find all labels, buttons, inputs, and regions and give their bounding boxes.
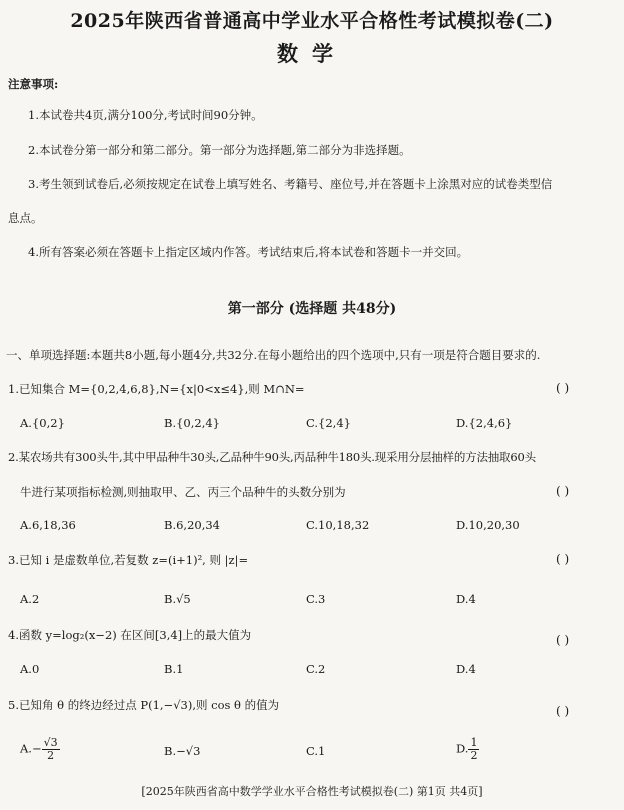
q4-stem: 4.函数 y=log₂(x−2) 在区间[3,4]上的最大值为 (8, 628, 252, 642)
q4-option-c: C.2 (306, 662, 326, 676)
q3-option-b: B.√5 (164, 592, 191, 606)
q5-option-a-denominator: 2 (47, 749, 55, 762)
subject-title: 数学 (277, 41, 347, 66)
q5-option-d-prefix: D. (456, 741, 469, 756)
q5-option-a (20, 737, 60, 762)
q5-option-b: B.−√3 (164, 744, 201, 758)
q2-option-d: D.10,20,30 (456, 518, 520, 532)
q1-option-b: B.{0,2,4} (164, 416, 221, 430)
q5-answer-paren: ( ) (556, 704, 570, 718)
q2-option-c: C.10,18,32 (306, 518, 370, 532)
notice-item-1: 1.本试卷共4页,满分100分,考试时间90分钟。 (28, 108, 263, 122)
q5-option-d-numerator: 1 (470, 736, 478, 749)
q1-option-d: D.{2,4,6} (456, 416, 513, 430)
q3-answer-paren: ( ) (556, 552, 570, 566)
q5-option-a-prefix: A.− (20, 741, 42, 756)
q4-option-a: A.0 (20, 662, 40, 676)
q1-option-a: A.{0,2} (20, 416, 65, 430)
q1-answer-paren: ( ) (556, 381, 570, 395)
q5-stem: 5.已知角 θ 的终边经过点 P(1,−√3),则 cos θ 的值为 (8, 698, 280, 712)
q4-answer-paren: ( ) (556, 633, 570, 647)
q3-stem: 3.已知 i 是虚数单位,若复数 z=(i+1)², 则 |z|= (8, 553, 249, 567)
q5-option-d-denominator: 2 (470, 749, 478, 762)
q4-option-d: D.4 (456, 662, 476, 676)
q2-stem-line-2: 牛进行某项指标检测,则抽取甲、乙、丙三个品种牛的头数分别为 (20, 485, 346, 499)
q5-option-a-fraction (42, 737, 60, 762)
q3-option-d: D.4 (456, 592, 476, 606)
exam-title: 2025年陕西省普通高中学业水平合格性考试模拟卷(二) (70, 10, 554, 32)
q5-option-a-numerator: √3 (43, 736, 58, 749)
q2-stem-line-1: 2.某农场共有300头牛,其中甲品种牛30头,乙品种牛90头,丙品种牛180头.现采用分层抽样的方法抽取60头 (8, 450, 536, 464)
q5-option-d (456, 737, 479, 762)
notice-heading: 注意事项: (8, 77, 59, 91)
q2-answer-paren: ( ) (556, 484, 570, 498)
q3-option-c: C.3 (306, 592, 326, 606)
q5-option-c: C.1 (306, 744, 326, 758)
notice-item-3-line-1: 3.考生领到试卷后,必须按规定在试卷上填写姓名、考籍号、座位号,并在答题卡上涂黑对应的试卷类型信 (28, 177, 553, 191)
q5-option-d-fraction (468, 737, 479, 762)
notice-item-4: 4.所有答案必须在答题卡上指定区域内作答。考试结束后,将本试卷和答题卡一并交回。 (28, 245, 469, 259)
q4-option-b: B.1 (164, 662, 184, 676)
notice-item-2: 2.本试卷分第一部分和第二部分。第一部分为选择题,第二部分为非选择题。 (28, 143, 411, 157)
q2-option-b: B.6,20,34 (164, 518, 221, 532)
page-footer: [2025年陕西省高中数学学业水平合格性考试模拟卷(二) 第1页 共4页] (141, 785, 483, 798)
notice-item-3-line-2: 息点。 (8, 211, 43, 225)
part1-title: 第一部分 (选择题 共48分) (227, 301, 397, 317)
q1-option-c: C.{2,4} (306, 416, 351, 430)
part1-instruction: 一、单项选择题:本题共8小题,每小题4分,共32分.在每小题给出的四个选项中,只有一项是符合题目要求的. (6, 348, 541, 362)
q1-stem: 1.已知集合 M={0,2,4,6,8},N={x|0<x≤4},则 M∩N= (8, 382, 305, 396)
q3-option-a: A.2 (20, 592, 40, 606)
q2-option-a: A.6,18,36 (20, 518, 76, 532)
